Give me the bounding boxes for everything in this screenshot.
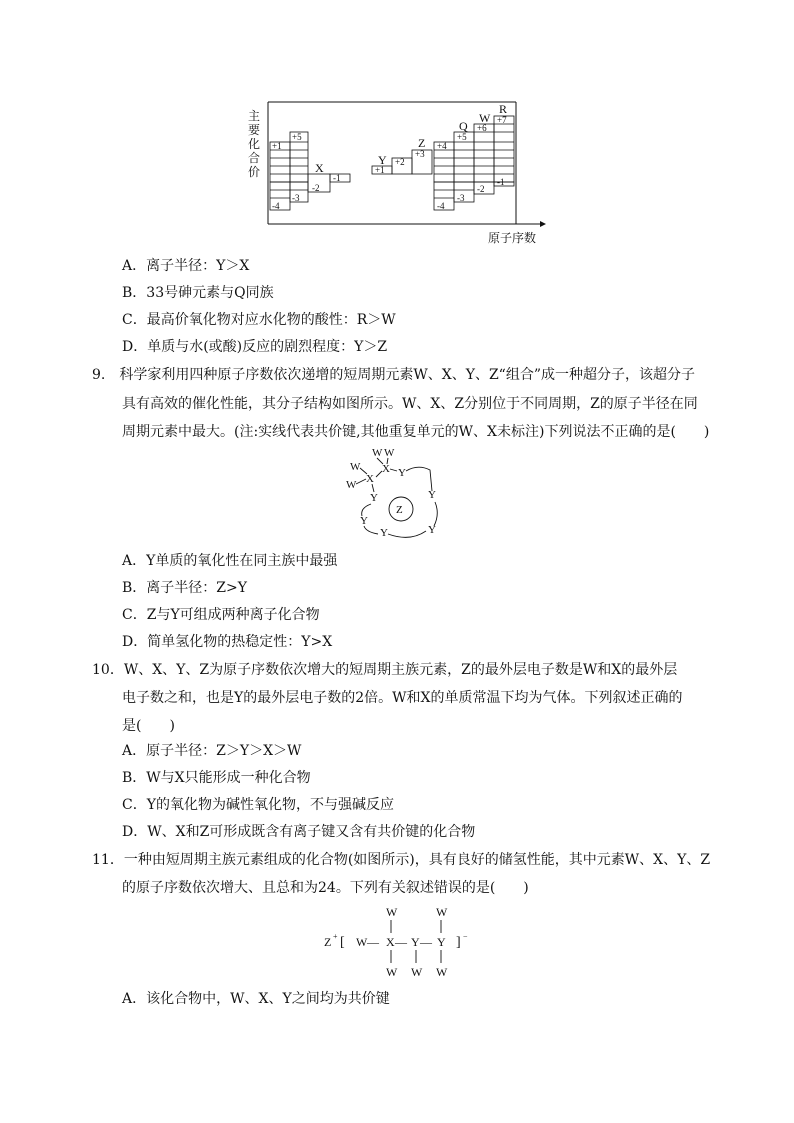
q11-stem-line: 的原子序数依次增大、且总和为24。下列有关叙述错误的是( ) bbox=[122, 880, 529, 896]
value-label: +2 bbox=[395, 157, 405, 167]
element-letter-q: Q bbox=[459, 119, 468, 133]
element-letter-w: W bbox=[479, 111, 491, 125]
value-label: -4 bbox=[437, 201, 445, 211]
atom-y: Y bbox=[428, 524, 436, 536]
q9-option-a: A．Y单质的氧化性在同主族中最强 bbox=[122, 553, 338, 569]
atom-w: W bbox=[356, 935, 368, 949]
q10-stem-line: 电子数之和，也是Y的最外层电子数的2倍。W和X的单质常温下均为气体。下列叙述正确的 bbox=[122, 690, 683, 706]
value-label: -1 bbox=[333, 173, 341, 183]
q8-option-a: A．离子半径：Y＞X bbox=[122, 258, 250, 274]
atom-w: W bbox=[372, 447, 383, 459]
value-label: -3 bbox=[457, 193, 465, 203]
value-label: +1 bbox=[272, 141, 282, 151]
value-label: -2 bbox=[312, 183, 320, 193]
atom-x: X bbox=[386, 935, 395, 949]
q10-option-a: A．原子半径：Z＞Y＞X＞W bbox=[122, 743, 302, 759]
value-label: +5 bbox=[292, 132, 302, 142]
value-label: -4 bbox=[272, 201, 280, 211]
x-axis-label: 原子序数 bbox=[488, 231, 537, 245]
element-letter-z: Z bbox=[418, 136, 426, 150]
atom-w: W bbox=[346, 479, 357, 491]
x-axis-arrow bbox=[540, 221, 546, 227]
y-label-char: 价 bbox=[248, 165, 261, 179]
atom-x: X bbox=[366, 473, 374, 485]
atom-y: Y bbox=[360, 515, 368, 527]
value-label: +5 bbox=[457, 132, 467, 142]
q10-option-c: C．Y的氧化物为碱性氧化物，不与强碱反应 bbox=[122, 797, 394, 813]
bond: — bbox=[420, 935, 432, 949]
value-label: -2 bbox=[477, 184, 485, 194]
q8-option-b: B．33号砷元素与Q同族 bbox=[122, 285, 274, 301]
y-label-char: 要 bbox=[248, 123, 261, 137]
value-label: +7 bbox=[497, 115, 507, 125]
y-label-char: 化 bbox=[248, 137, 261, 151]
atom-y: Y bbox=[437, 935, 446, 949]
q10-option-d: D．W、X和Z可形成既含有离子键又含有共价键的化合物 bbox=[122, 824, 476, 840]
value-label: +6 bbox=[477, 123, 487, 133]
q10-option-b: B．W与X只能形成一种化合物 bbox=[122, 770, 311, 786]
value-label: -3 bbox=[292, 193, 300, 203]
atom-w: W bbox=[386, 965, 398, 979]
q9-stem-line: 周期元素中最大。(注:实线代表共价键,其他重复单元的W、X未标注)下列说法不正确的是( ) bbox=[122, 424, 710, 440]
q11-option-a: A．该化合物中，W、X、Y之间均为共价键 bbox=[122, 991, 390, 1007]
value-label: +4 bbox=[437, 141, 447, 151]
atom-z: Z bbox=[324, 935, 332, 949]
q11-stem-line: 11．一种由短周期主族元素组成的化合物(如图所示)，具有良好的储氢性能，其中元素W、X、Y、Z bbox=[92, 852, 711, 868]
element-letter-y: Y bbox=[378, 153, 387, 167]
atom-y: Y bbox=[370, 492, 378, 504]
q9-option-d: D．简单氢化物的热稳定性：Y>X bbox=[122, 634, 333, 650]
hydrogen-storage-structure bbox=[320, 902, 480, 982]
bond: — bbox=[367, 935, 379, 949]
q9-stem-line: 9. 科学家利用四种原子序数依次递增的短周期元素W、X、Y、Z“组合”成一种超分子，该超分子 bbox=[92, 367, 695, 383]
atom-w: W bbox=[436, 905, 448, 919]
value-label: -1 bbox=[497, 177, 505, 187]
atom-w: W bbox=[384, 447, 395, 459]
element-letter-r: R bbox=[499, 102, 508, 116]
atom-w: W bbox=[411, 965, 423, 979]
value-label: +1 bbox=[375, 165, 385, 175]
atom-w: W bbox=[386, 905, 398, 919]
value-label: +3 bbox=[415, 149, 425, 159]
bracket-left: [ bbox=[340, 935, 345, 950]
q9-option-b: B．离子半径：Z>Y bbox=[122, 580, 247, 596]
atom-y: Y bbox=[398, 467, 406, 479]
bond: — bbox=[395, 935, 407, 949]
y-label-char: 主 bbox=[248, 109, 261, 123]
q8-option-c: C．最高价氧化物对应水化物的酸性：R＞W bbox=[122, 312, 396, 328]
atom-w: W bbox=[436, 965, 448, 979]
atom-w: W bbox=[350, 461, 361, 473]
atom-x: X bbox=[382, 463, 390, 475]
q10-stem-line: 是( ) bbox=[122, 718, 175, 734]
supramolecule-figure bbox=[340, 446, 460, 551]
element-letter-x: X bbox=[315, 161, 324, 175]
valence-chart bbox=[240, 96, 550, 246]
charge-plus: + bbox=[333, 932, 338, 941]
atom-y: Y bbox=[428, 489, 436, 501]
charge-minus: − bbox=[463, 932, 468, 941]
bracket-right: ] bbox=[456, 935, 461, 950]
q8-option-d: D．单质与水(或酸)反应的剧烈程度：Y＞Z bbox=[122, 339, 388, 355]
y-label-char: 合 bbox=[248, 151, 261, 165]
q9-option-c: C．Z与Y可组成两种离子化合物 bbox=[122, 607, 320, 623]
atom-y: Y bbox=[380, 527, 388, 539]
atom-z: Z bbox=[396, 504, 403, 516]
q10-stem-line: 10．W、X、Y、Z为原子序数依次增大的短周期主族元素，Z的最外层电子数是W和X的最外层 bbox=[92, 662, 678, 678]
q9-stem-line: 具有高效的催化性能，其分子结构如图所示。W、X、Z分别位于不同周期，Z的原子半径在同 bbox=[122, 396, 698, 412]
atom-y: Y bbox=[411, 935, 420, 949]
